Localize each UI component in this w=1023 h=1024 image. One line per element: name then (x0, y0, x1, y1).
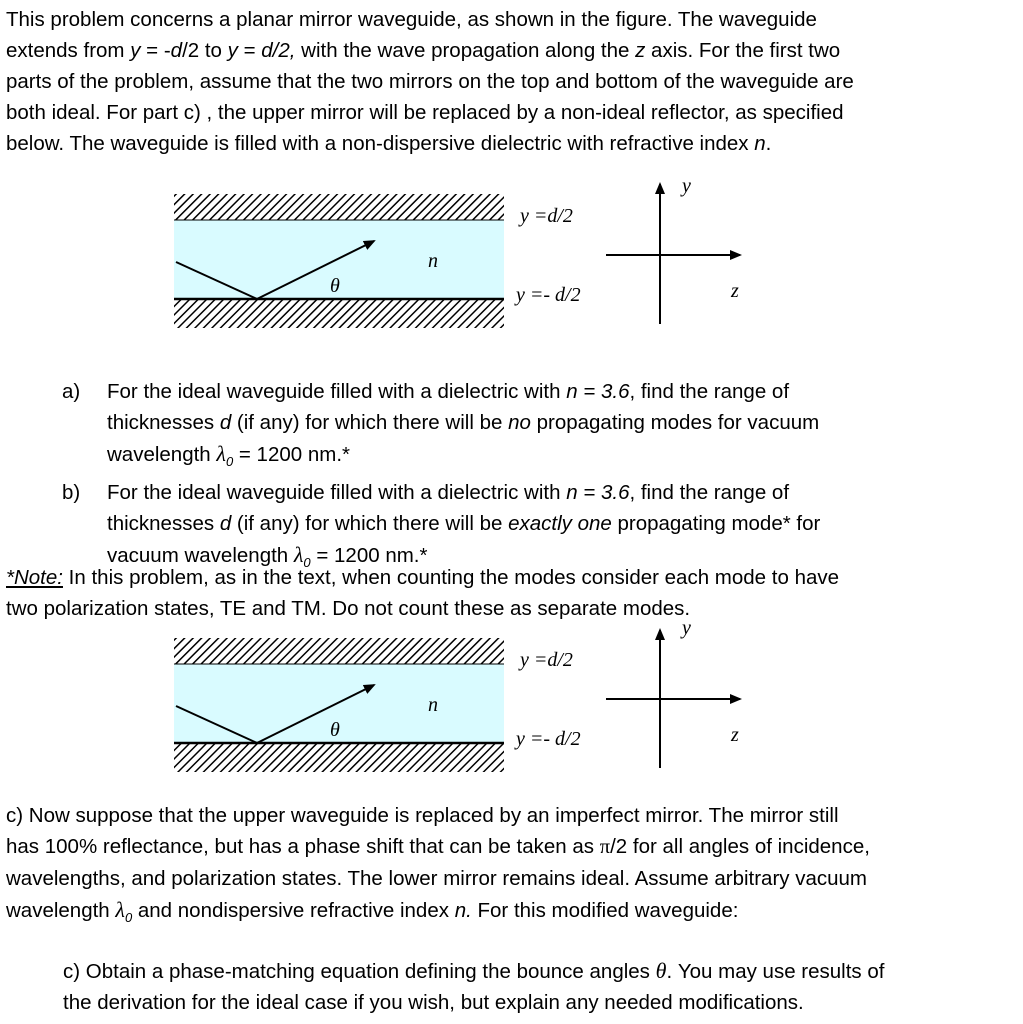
intro-line-2: extends from y = -d/2 to y = d/2, with the wave propagation along the z axis. For the first two (6, 39, 841, 62)
part-c-question (63, 955, 1018, 1018)
index-label: n (428, 694, 438, 716)
top-boundary-label: y =d/2 (520, 205, 573, 227)
part-c-intro-line-4: wavelength $\lambda_0$ and nondispersive refractive index n. For this modified waveguide: (6, 897, 739, 926)
bottom-boundary-label: y =- d/2 (516, 284, 581, 306)
part-c-question-line-2: the derivation for the ideal case if you wish, but explain any needed modifications. (63, 991, 804, 1014)
top-boundary-label: y =d/2 (520, 649, 573, 671)
z-axis-label: z (731, 724, 739, 746)
waveguide-diagram-1 (0, 174, 1023, 334)
intro-line-5: below. The waveguide is filled with a non-dispersive dielectric with refractive index n. (6, 132, 772, 155)
part-b-line-1: For the ideal waveguide filled with a dielectric with n = 3.6, find the range of (107, 481, 790, 505)
part-b-line-2: thicknesses d (if any) for which there will be exactly one propagating mode* for (107, 512, 821, 536)
intro-line-1: This problem concerns a planar mirror waveguide, as shown in the figure. The waveguide (6, 8, 817, 31)
angle-label: θ (330, 275, 340, 297)
y-axis-label: y (682, 175, 691, 197)
bottom-boundary-label: y =- d/2 (516, 728, 581, 750)
part-b-line-3: vacuum wavelength $\lambda_0 = 1200$ nm.* (107, 542, 428, 571)
bottom-mirror-hatch (174, 744, 504, 772)
note-line-2: two polarization states, TE and TM. Do not count these as separate modes. (6, 597, 691, 620)
part-a-line-3: wavelength $\lambda_0 = 1200$ nm.* (107, 441, 351, 470)
note-label: *Note: (6, 566, 63, 589)
waveguide-figure-2 (0, 618, 1023, 778)
top-mirror-hatch (174, 194, 504, 220)
intro-paragraph (6, 4, 1016, 159)
angle-label: θ (330, 719, 340, 741)
part-c-question-line-1: c) Obtain a phase-matching equation defining the bounce angles θ. You may use results of (63, 958, 885, 983)
part-a (0, 376, 1023, 477)
part-c-intro (6, 800, 1016, 933)
top-mirror-hatch (174, 638, 504, 664)
y-axis-label: y (682, 618, 691, 639)
index-label: n (428, 250, 438, 272)
part-a-line-2: thicknesses d (if any) for which there will be no propagating modes for vacuum (107, 411, 820, 434)
part-c-intro-line-2: has 100% reflectance, but has a phase shift that can be taken as π/2 for all angles of incidence, (6, 835, 870, 858)
parts-list (0, 376, 1023, 578)
waveguide-diagram-2 (0, 618, 1023, 778)
part-b-marker: b) (62, 481, 81, 505)
waveguide-figure-1 (0, 174, 1023, 334)
part-a-marker: a) (62, 380, 81, 403)
intro-line-4: both ideal. For part c) , the upper mirror will be replaced by a non-ideal reflector, as specified (6, 101, 844, 124)
intro-line-3: parts of the problem, assume that the two mirrors on the top and bottom of the waveguide are (6, 70, 854, 93)
bottom-mirror-hatch (174, 300, 504, 328)
part-c-intro-line-1: c) Now suppose that the upper waveguide is replaced by an imperfect mirror. The mirror still (6, 804, 839, 827)
z-axis-label: z (731, 280, 739, 302)
part-a-line-1: For the ideal waveguide filled with a dielectric with n = 3.6, find the range of (107, 380, 790, 403)
note-line-1: *Note: In this problem, as in the text, when counting the modes consider each mode to have (6, 566, 840, 589)
part-c-intro-line-3: wavelengths, and polarization states. The lower mirror remains ideal. Assume arbitrary vacuum (6, 867, 867, 890)
